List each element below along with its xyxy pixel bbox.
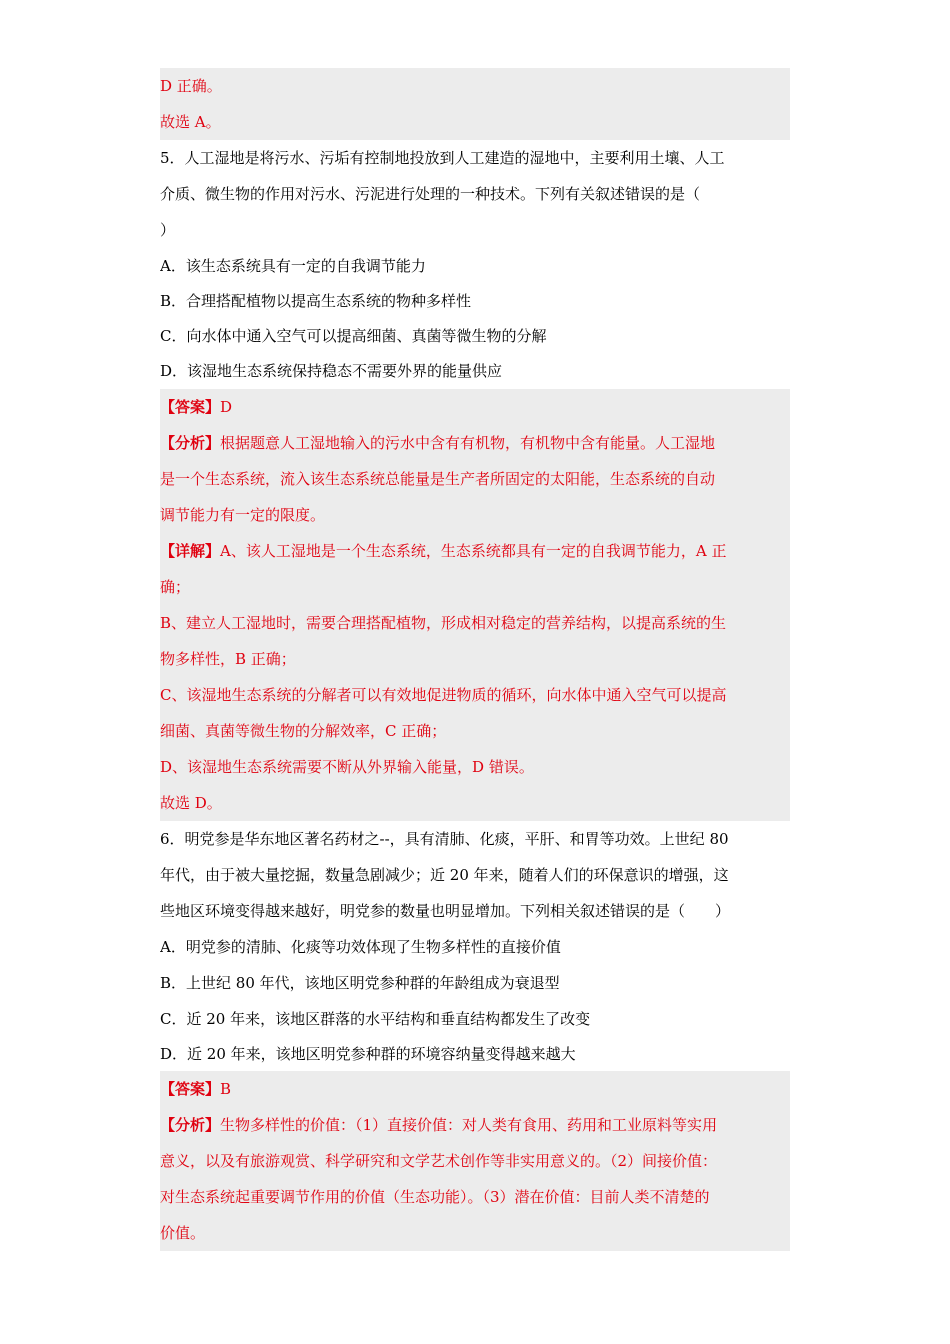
q6-analysis-line: 对生态系统起重要调节作用的价值（生态功能）。（3）潜在价值：目前人类不清楚的 bbox=[160, 1179, 790, 1215]
q5-analysis-line: 调节能力有一定的限度。 bbox=[160, 497, 790, 533]
q5-option-a: A．该生态系统具有一定的自我调节能力 bbox=[160, 257, 426, 275]
q5-stem-line: 5．人工湿地是将污水、污垢有控制地投放到人工建造的湿地中，主要利用土壤、人工 bbox=[160, 149, 725, 167]
q6-option-b: B．上世纪 80 年代，该地区明党参种群的年龄组成为衰退型 bbox=[160, 974, 560, 992]
q5-detail-line: 【详解】A、该人工湿地是一个生态系统，生态系统都具有一定的自我调节能力，A 正 bbox=[160, 533, 790, 569]
q5-detail-line: 细菌、真菌等微生物的分解效率，C 正确； bbox=[160, 713, 790, 749]
q5-detail-line: 物多样性，B 正确； bbox=[160, 641, 790, 677]
q5-detail-line: C、该湿地生态系统的分解者可以有效地促进物质的循环，向水体中通入空气可以提高 bbox=[160, 677, 790, 713]
q5-detail-line: 确； bbox=[160, 569, 790, 605]
answer-tag: 【答案】 bbox=[160, 398, 221, 416]
q6-option-d: D．近 20 年来，该地区明党参种群的环境容纳量变得越来越大 bbox=[160, 1045, 576, 1063]
answer-value: B bbox=[220, 1080, 232, 1098]
q5-analysis-line: 【分析】根据题意人工湿地输入的污水中含有有机物，有机物中含有能量。人工湿地 bbox=[160, 425, 790, 461]
prev-answer-line: 故选 A。 bbox=[160, 104, 790, 140]
q5-stem-line: 介质、微生物的作用对污水、污泥进行处理的一种技术。下列有关叙述错误的是（ bbox=[160, 185, 701, 203]
analysis-tag: 【分析】 bbox=[160, 434, 221, 452]
q6-stem-line: 6．明党参是华东地区著名药材之--，具有清肺、化痰，平肝、和胃等功效。上世纪 80 bbox=[160, 830, 729, 848]
q5-detail-line: D、该湿地生态系统需要不断从外界输入能量，D 错误。 bbox=[160, 749, 790, 785]
q5-stem-line: ） bbox=[160, 221, 176, 239]
q5-analysis-line: 是一个生态系统，流入该生态系统总能量是生产者所固定的太阳能，生态系统的自动 bbox=[160, 461, 790, 497]
q6-option-c: C．近 20 年来，该地区群落的水平结构和垂直结构都发生了改变 bbox=[160, 1010, 591, 1028]
q6-option-a: A．明党参的清肺、化痰等功效体现了生物多样性的直接价值 bbox=[160, 938, 561, 956]
q6-analysis-line: 【分析】生物多样性的价值：（1）直接价值：对人类有食用、药用和工业原料等实用 bbox=[160, 1107, 790, 1143]
detail-tag: 【详解】 bbox=[160, 542, 221, 560]
q5-option-b: B．合理搭配植物以提高生态系统的物种多样性 bbox=[160, 292, 472, 310]
q5-option-d: D．该湿地生态系统保持稳态不需要外界的能量供应 bbox=[160, 362, 503, 380]
q5-detail-line: B、建立人工湿地时，需要合理搭配植物，形成相对稳定的营养结构，以提高系统的生 bbox=[160, 605, 790, 641]
q6-analysis-line: 意义，以及有旅游观赏、科学研究和文学艺术创作等非实用意义的。（2）间接价值： bbox=[160, 1143, 790, 1179]
answer-value: D bbox=[220, 398, 233, 416]
q6-answer bbox=[160, 1071, 790, 1107]
answer-tag: 【答案】 bbox=[160, 1080, 221, 1098]
prev-answer-line: D 正确。 bbox=[160, 68, 790, 104]
q6-analysis-line: 价值。 bbox=[160, 1215, 790, 1251]
q5-answer bbox=[160, 389, 790, 425]
q5-conclusion: 故选 D。 bbox=[160, 785, 790, 821]
analysis-tag: 【分析】 bbox=[160, 1116, 221, 1134]
q6-stem-line: 些地区环境变得越来越好，明党参的数量也明显增加。下列相关叙述错误的是（ ） bbox=[160, 902, 731, 920]
q5-option-c: C．向水体中通入空气可以提高细菌、真菌等微生物的分解 bbox=[160, 327, 547, 345]
q6-stem-line: 年代，由于被大量挖掘，数量急剧减少；近 20 年来，随着人们的环保意识的增强，这 bbox=[160, 866, 729, 884]
